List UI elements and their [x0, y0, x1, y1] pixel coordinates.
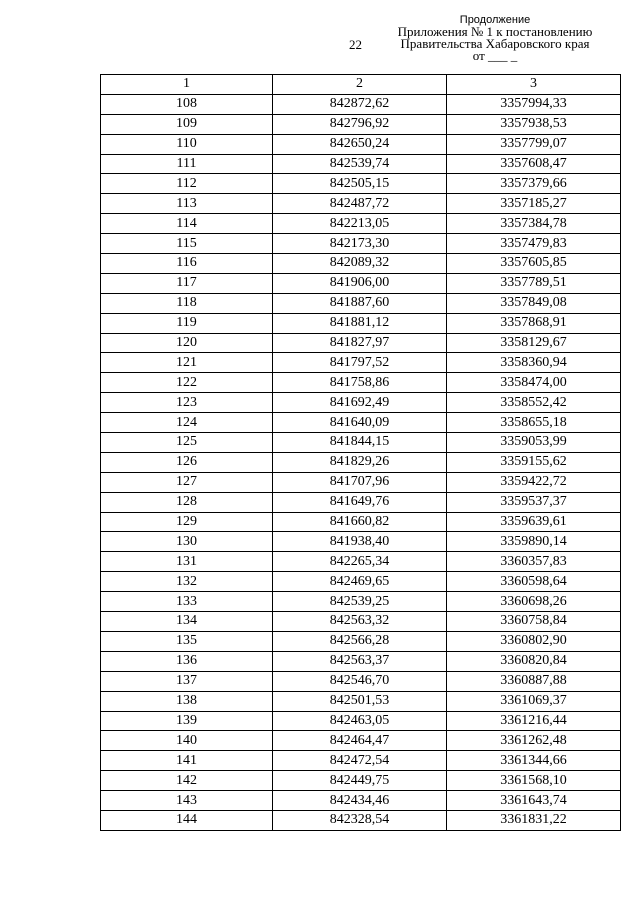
y-coordinate-cell: 3357938,53 — [447, 114, 621, 134]
y-coordinate-cell: 3360758,84 — [447, 612, 621, 632]
table-row — [101, 353, 621, 373]
table-row — [101, 194, 621, 214]
y-coordinate-cell: 3361069,37 — [447, 691, 621, 711]
table-row — [101, 810, 621, 830]
y-coordinate-cell: 3360598,64 — [447, 572, 621, 592]
table-row — [101, 512, 621, 532]
x-coordinate-cell: 842872,62 — [273, 94, 447, 114]
header-appendix-line: Приложения № 1 к постановлению — [397, 24, 593, 39]
y-coordinate-cell: 3359639,61 — [447, 512, 621, 532]
x-coordinate-cell: 842796,92 — [273, 114, 447, 134]
x-coordinate-cell: 842472,54 — [273, 751, 447, 771]
x-coordinate-cell: 842563,37 — [273, 651, 447, 671]
x-coordinate-cell: 841844,15 — [273, 433, 447, 453]
point-number-cell: 129 — [101, 512, 273, 532]
table-row — [101, 234, 621, 254]
y-coordinate-cell: 3361262,48 — [447, 731, 621, 751]
x-coordinate-cell: 842213,05 — [273, 214, 447, 234]
y-coordinate-cell: 3357605,85 — [447, 254, 621, 274]
point-number-cell: 119 — [101, 313, 273, 333]
point-number-cell: 136 — [101, 651, 273, 671]
column-header-2: 2 — [273, 75, 447, 95]
y-coordinate-cell: 3357868,91 — [447, 313, 621, 333]
x-coordinate-cell: 841827,97 — [273, 333, 447, 353]
y-coordinate-cell: 3357379,66 — [447, 174, 621, 194]
header-continuation: Продолжение — [459, 14, 531, 26]
y-coordinate-cell: 3361216,44 — [447, 711, 621, 731]
y-coordinate-cell: 3358129,67 — [447, 333, 621, 353]
point-number-cell: 143 — [101, 791, 273, 811]
table-header-row — [101, 75, 621, 95]
x-coordinate-cell: 842650,24 — [273, 134, 447, 154]
x-coordinate-cell: 841758,86 — [273, 373, 447, 393]
point-number-cell: 134 — [101, 612, 273, 632]
x-coordinate-cell: 842265,34 — [273, 552, 447, 572]
x-coordinate-cell: 841640,09 — [273, 413, 447, 433]
table-row — [101, 592, 621, 612]
point-number-cell: 115 — [101, 234, 273, 254]
point-number-cell: 141 — [101, 751, 273, 771]
y-coordinate-cell: 3359890,14 — [447, 532, 621, 552]
y-coordinate-cell: 3360820,84 — [447, 651, 621, 671]
column-header-1: 1 — [101, 75, 273, 95]
x-coordinate-cell: 841797,52 — [273, 353, 447, 373]
point-number-cell: 138 — [101, 691, 273, 711]
header-government-line: Правительства Хабаровского края — [400, 36, 590, 51]
y-coordinate-cell: 3359053,99 — [447, 433, 621, 453]
y-coordinate-cell: 3359537,37 — [447, 492, 621, 512]
table-row — [101, 791, 621, 811]
table-row — [101, 711, 621, 731]
point-number-cell: 128 — [101, 492, 273, 512]
y-coordinate-cell: 3360802,90 — [447, 631, 621, 651]
y-coordinate-cell: 3357799,07 — [447, 134, 621, 154]
point-number-cell: 126 — [101, 452, 273, 472]
x-coordinate-cell: 842563,32 — [273, 612, 447, 632]
table-row — [101, 373, 621, 393]
table-row — [101, 313, 621, 333]
x-coordinate-cell: 841692,49 — [273, 393, 447, 413]
point-number-cell: 131 — [101, 552, 273, 572]
point-number-cell: 117 — [101, 273, 273, 293]
coordinates-table — [100, 74, 621, 831]
point-number-cell: 124 — [101, 413, 273, 433]
point-number-cell: 132 — [101, 572, 273, 592]
y-coordinate-cell: 3359422,72 — [447, 472, 621, 492]
table-row — [101, 293, 621, 313]
table-row — [101, 254, 621, 274]
x-coordinate-cell: 841881,12 — [273, 313, 447, 333]
point-number-cell: 114 — [101, 214, 273, 234]
y-coordinate-cell: 3358655,18 — [447, 413, 621, 433]
point-number-cell: 123 — [101, 393, 273, 413]
point-number-cell: 144 — [101, 810, 273, 830]
point-number-cell: 120 — [101, 333, 273, 353]
point-number-cell: 122 — [101, 373, 273, 393]
y-coordinate-cell: 3358360,94 — [447, 353, 621, 373]
y-coordinate-cell: 3357994,33 — [447, 94, 621, 114]
y-coordinate-cell: 3357849,08 — [447, 293, 621, 313]
x-coordinate-cell: 842089,32 — [273, 254, 447, 274]
x-coordinate-cell: 842546,70 — [273, 671, 447, 691]
x-coordinate-cell: 841660,82 — [273, 512, 447, 532]
x-coordinate-cell: 842539,25 — [273, 592, 447, 612]
table-row — [101, 273, 621, 293]
point-number-cell: 113 — [101, 194, 273, 214]
table-row — [101, 174, 621, 194]
point-number-cell: 116 — [101, 254, 273, 274]
table-row — [101, 651, 621, 671]
table-row — [101, 612, 621, 632]
y-coordinate-cell: 3361344,66 — [447, 751, 621, 771]
table-row — [101, 731, 621, 751]
x-coordinate-cell: 841906,00 — [273, 273, 447, 293]
x-coordinate-cell: 842505,15 — [273, 174, 447, 194]
x-coordinate-cell: 842434,46 — [273, 791, 447, 811]
x-coordinate-cell: 841887,60 — [273, 293, 447, 313]
table-row — [101, 333, 621, 353]
point-number-cell: 127 — [101, 472, 273, 492]
y-coordinate-cell: 3357479,83 — [447, 234, 621, 254]
x-coordinate-cell: 842173,30 — [273, 234, 447, 254]
point-number-cell: 140 — [101, 731, 273, 751]
table-row — [101, 393, 621, 413]
x-coordinate-cell: 842487,72 — [273, 194, 447, 214]
x-coordinate-cell: 841649,76 — [273, 492, 447, 512]
table-row — [101, 472, 621, 492]
table-row — [101, 433, 621, 453]
table-row — [101, 134, 621, 154]
x-coordinate-cell: 842539,74 — [273, 154, 447, 174]
table-row — [101, 214, 621, 234]
point-number-cell: 130 — [101, 532, 273, 552]
x-coordinate-cell: 842328,54 — [273, 810, 447, 830]
point-number-cell: 108 — [101, 94, 273, 114]
y-coordinate-cell: 3360357,83 — [447, 552, 621, 572]
table-row — [101, 94, 621, 114]
y-coordinate-cell: 3361568,10 — [447, 771, 621, 791]
x-coordinate-cell: 842566,28 — [273, 631, 447, 651]
x-coordinate-cell: 841707,96 — [273, 472, 447, 492]
y-coordinate-cell: 3357185,27 — [447, 194, 621, 214]
header-date-line: от ___ _ — [472, 48, 518, 63]
table-row — [101, 532, 621, 552]
y-coordinate-cell: 3358474,00 — [447, 373, 621, 393]
point-number-cell: 137 — [101, 671, 273, 691]
table-body — [101, 94, 621, 830]
point-number-cell: 109 — [101, 114, 273, 134]
x-coordinate-cell: 842469,65 — [273, 572, 447, 592]
table-row — [101, 671, 621, 691]
x-coordinate-cell: 841829,26 — [273, 452, 447, 472]
page-number: 22 — [349, 37, 362, 52]
point-number-cell: 111 — [101, 154, 273, 174]
table-row — [101, 771, 621, 791]
point-number-cell: 142 — [101, 771, 273, 791]
point-number-cell: 121 — [101, 353, 273, 373]
table-row — [101, 154, 621, 174]
table-row — [101, 552, 621, 572]
point-number-cell: 133 — [101, 592, 273, 612]
column-header-3: 3 — [447, 75, 621, 95]
y-coordinate-cell: 3357608,47 — [447, 154, 621, 174]
x-coordinate-cell: 842449,75 — [273, 771, 447, 791]
x-coordinate-cell: 842501,53 — [273, 691, 447, 711]
x-coordinate-cell: 841938,40 — [273, 532, 447, 552]
y-coordinate-cell: 3359155,62 — [447, 452, 621, 472]
y-coordinate-cell: 3361831,22 — [447, 810, 621, 830]
point-number-cell: 139 — [101, 711, 273, 731]
point-number-cell: 118 — [101, 293, 273, 313]
document-header — [375, 14, 615, 62]
y-coordinate-cell: 3360698,26 — [447, 592, 621, 612]
table-row — [101, 114, 621, 134]
table-row — [101, 691, 621, 711]
table-row — [101, 452, 621, 472]
table-row — [101, 492, 621, 512]
y-coordinate-cell: 3357384,78 — [447, 214, 621, 234]
point-number-cell: 125 — [101, 433, 273, 453]
table-row — [101, 572, 621, 592]
y-coordinate-cell: 3361643,74 — [447, 791, 621, 811]
x-coordinate-cell: 842463,05 — [273, 711, 447, 731]
table-row — [101, 751, 621, 771]
point-number-cell: 135 — [101, 631, 273, 651]
table-row — [101, 413, 621, 433]
y-coordinate-cell: 3360887,88 — [447, 671, 621, 691]
y-coordinate-cell: 3358552,42 — [447, 393, 621, 413]
point-number-cell: 112 — [101, 174, 273, 194]
table-row — [101, 631, 621, 651]
y-coordinate-cell: 3357789,51 — [447, 273, 621, 293]
point-number-cell: 110 — [101, 134, 273, 154]
x-coordinate-cell: 842464,47 — [273, 731, 447, 751]
